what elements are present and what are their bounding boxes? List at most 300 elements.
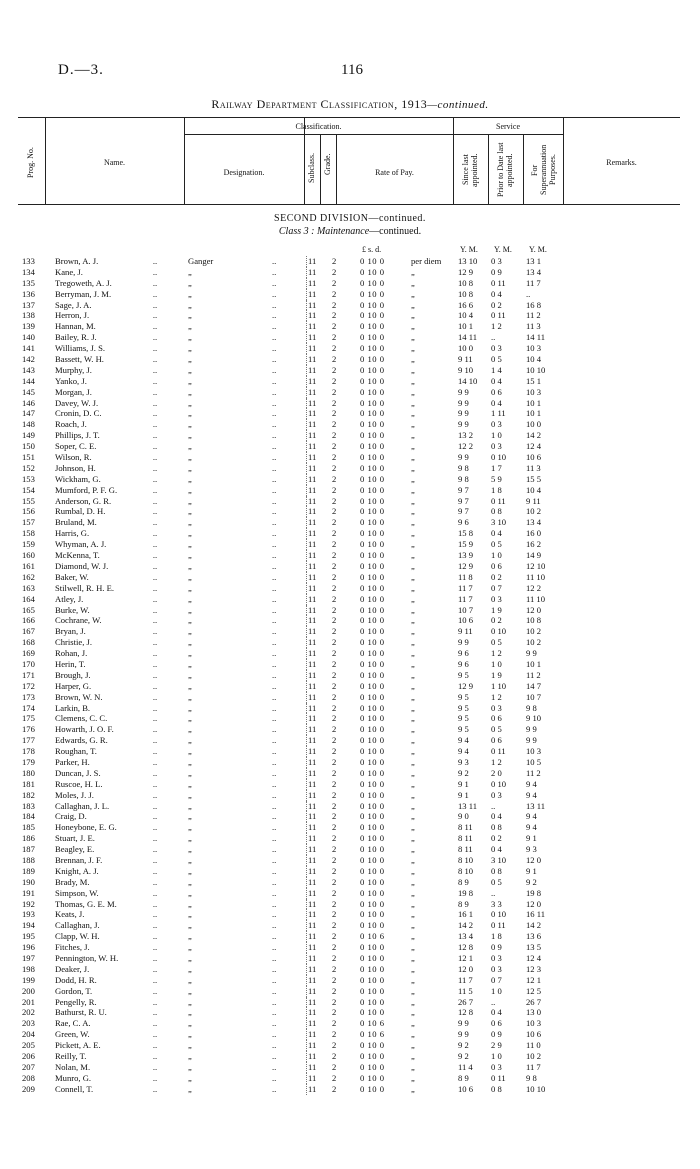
service-superannuation: 12 0 [526, 604, 542, 615]
rate-of-pay: 0 10 0 [360, 920, 385, 931]
subclass: 11 [308, 419, 317, 430]
grade: 2 [332, 626, 337, 637]
leader-dots: .. [272, 822, 277, 833]
subclass: 11 [308, 560, 317, 571]
leader-dots: .. [152, 931, 158, 942]
leader-dots: .. [152, 767, 158, 778]
rate-of-pay: 0 10 0 [360, 713, 385, 724]
rate-of-pay: 0 10 0 [360, 669, 385, 680]
service-superannuation: 10 3 [526, 386, 542, 397]
rate-period: „ [411, 996, 415, 1007]
leader-dots: .. [152, 637, 158, 648]
designation: „ [188, 375, 192, 386]
table-row [0, 605, 700, 616]
service-prior: 0 9 [491, 1029, 502, 1040]
service-prior: 0 3 [491, 441, 502, 452]
employee-name: Munro, G. [55, 1072, 92, 1083]
column-rule [306, 997, 307, 1008]
service-superannuation: 11 2 [526, 669, 541, 680]
table-row [0, 289, 700, 300]
service-since-last: 10 1 [458, 321, 474, 332]
table-row [0, 300, 700, 311]
prog-no-header: Prog. No. [26, 147, 35, 179]
column-rule [306, 1084, 307, 1095]
service-since-last: 11 7 [458, 593, 473, 604]
service-prior: 0 8 [491, 1083, 502, 1094]
column-rule [306, 855, 307, 866]
rate-period: „ [411, 963, 415, 974]
leader-dots: .. [272, 778, 277, 789]
service-since-last: 9 6 [458, 517, 469, 528]
column-rule [306, 801, 307, 812]
employee-name: Keats, J. [55, 909, 85, 920]
prog-no: 205 [22, 1040, 35, 1051]
employee-name: Whyman, A. J. [55, 539, 107, 550]
page-number: 116 [341, 62, 363, 78]
service-superannuation: 13 4 [526, 517, 542, 528]
column-rule [306, 681, 307, 692]
service-since-last: 9 2 [458, 1040, 469, 1051]
leader-dots: .. [272, 517, 277, 528]
rate-of-pay: 0 10 0 [360, 887, 385, 898]
grade: 2 [332, 462, 337, 473]
service-since-last: 16 1 [458, 909, 474, 920]
leader-dots: .. [272, 310, 277, 321]
leader-dots: .. [152, 452, 158, 463]
column-rule [306, 550, 307, 561]
service-since-last: 9 5 [458, 702, 469, 713]
grade: 2 [332, 484, 337, 495]
leader-dots: .. [152, 571, 158, 582]
leader-dots: .. [272, 1040, 277, 1051]
service-since-last: 15 8 [458, 528, 474, 539]
rate-period: „ [411, 266, 415, 277]
subclass: 11 [308, 648, 317, 659]
column-rule [306, 615, 307, 626]
leader-dots: .. [272, 364, 277, 375]
service-since-last: 8 9 [458, 876, 469, 887]
designation: „ [188, 898, 192, 909]
leader-dots: .. [272, 593, 277, 604]
rate-of-pay: 0 10 0 [360, 1051, 385, 1062]
leader-dots: .. [152, 506, 158, 517]
table-row [0, 1018, 700, 1029]
employee-name: Hannan, M. [55, 321, 96, 332]
service-since-last: 9 4 [458, 735, 469, 746]
subclass: 11 [308, 844, 317, 855]
service-superannuation: 10 7 [526, 691, 542, 702]
service-superannuation: 26 7 [526, 996, 542, 1007]
service-superannuation: 12 4 [526, 441, 542, 452]
rate-period: „ [411, 811, 415, 822]
service-since-last: 10 8 [458, 277, 474, 288]
column-rule [306, 289, 307, 300]
table-row [0, 343, 700, 354]
table-row [0, 561, 700, 572]
employee-name: Murphy, J. [55, 364, 92, 375]
service-prior: 1 0 [491, 985, 502, 996]
subclass-header: Subclass. [307, 153, 316, 183]
subclass: 11 [308, 756, 317, 767]
service-since-last: 14 10 [458, 375, 478, 386]
service-superannuation: 10 4 [526, 354, 542, 365]
table-row [0, 724, 700, 735]
table-row [0, 256, 700, 267]
employee-name: Connell, T. [55, 1083, 94, 1094]
prog-no: 208 [22, 1072, 35, 1083]
rate-period: „ [411, 506, 415, 517]
designation: „ [188, 713, 192, 724]
employee-name: Brough, J. [55, 669, 91, 680]
service-since-last: 12 2 [458, 441, 474, 452]
designation: „ [188, 702, 192, 713]
leader-dots: .. [152, 898, 158, 909]
rate-of-pay: 0 10 0 [360, 767, 385, 778]
service-prior: 0 9 [491, 266, 502, 277]
grade: 2 [332, 506, 337, 517]
leader-dots: .. [152, 582, 158, 593]
grade: 2 [332, 517, 337, 528]
grade: 2 [332, 419, 337, 430]
prog-no: 171 [22, 669, 35, 680]
rate-of-pay: 0 10 0 [360, 1083, 385, 1094]
subclass: 11 [308, 746, 317, 757]
subclass: 11 [308, 1018, 317, 1029]
rate-of-pay: 0 10 0 [360, 299, 385, 310]
service-superannuation: 10 2 [526, 1051, 542, 1062]
subclass: 11 [308, 953, 317, 963]
table-row [0, 441, 700, 452]
prog-no: 134 [22, 266, 35, 277]
leader-dots: .. [152, 854, 158, 865]
employee-name: Larkin, B. [55, 702, 91, 713]
service-superannuation: 10 1 [526, 658, 542, 669]
service-superannuation: 16 11 [526, 909, 546, 920]
column-rule [306, 735, 307, 746]
service-prior: 0 7 [491, 582, 502, 593]
leader-dots: .. [272, 484, 277, 495]
grade: 2 [332, 920, 337, 931]
designation: „ [188, 310, 192, 321]
rate-of-pay: 0 10 0 [360, 408, 385, 419]
column-rule [306, 779, 307, 790]
designation: „ [188, 974, 192, 985]
service-prior: 0 3 [491, 419, 502, 430]
classification-header: Classification. [295, 122, 342, 131]
leader-dots: .. [272, 702, 277, 713]
table-row [0, 670, 700, 681]
service-prior: 0 8 [491, 865, 502, 876]
rate-period: per diem [411, 256, 442, 266]
subclass: 11 [308, 876, 317, 887]
leader-dots: .. [272, 419, 277, 430]
designation: „ [188, 266, 192, 277]
column-rule [306, 365, 307, 376]
prog-no: 136 [22, 288, 35, 299]
grade: 2 [332, 593, 337, 604]
leader-dots: .. [272, 266, 277, 277]
rate-period: „ [411, 756, 415, 767]
rate-period: „ [411, 299, 415, 310]
service-superannuation: 10 1 [526, 408, 542, 419]
column-rule [306, 659, 307, 670]
rate-of-pay: 0 10 0 [360, 833, 385, 844]
grade: 2 [332, 375, 337, 386]
service-since-last: 15 9 [458, 539, 474, 550]
leader-dots: .. [152, 746, 158, 757]
service-superannuation: 10 4 [526, 484, 542, 495]
service-superannuation: 9 8 [526, 702, 537, 713]
service-prior: 0 6 [491, 386, 502, 397]
table-row [0, 387, 700, 398]
rate-of-pay: 0 10 0 [360, 582, 385, 593]
designation: „ [188, 887, 192, 898]
grade: 2 [332, 495, 337, 506]
employee-name: Mumford, P. F. G. [55, 484, 118, 495]
rate-of-pay: 0 10 0 [360, 735, 385, 746]
leader-dots: .. [152, 1061, 158, 1072]
service-prior: 1 9 [491, 669, 502, 680]
rate-of-pay: 0 10 0 [360, 288, 385, 299]
rate-of-pay: 0 10 0 [360, 343, 385, 354]
leader-dots: .. [152, 386, 158, 397]
subclass: 11 [308, 931, 317, 942]
service-superannuation: 10 8 [526, 615, 542, 626]
rate-period: „ [411, 441, 415, 452]
subclass: 11 [308, 430, 317, 441]
grade: 2 [332, 756, 337, 767]
service-superannuation: 9 3 [526, 844, 537, 855]
column-rule [306, 1062, 307, 1073]
ym-units-prior: Y. M. [494, 245, 512, 254]
leader-dots: .. [152, 811, 158, 822]
prog-no: 162 [22, 571, 35, 582]
leader-dots: .. [152, 658, 158, 669]
service-superannuation: 13 5 [526, 942, 542, 953]
subclass: 11 [308, 713, 317, 724]
designation: „ [188, 942, 192, 953]
leader-dots: .. [272, 767, 277, 778]
prog-no: 177 [22, 735, 35, 746]
service-since-last: 8 10 [458, 865, 474, 876]
column-rule [306, 670, 307, 681]
rate-of-pay: 0 10 0 [360, 865, 385, 876]
column-rule [306, 528, 307, 539]
leader-dots: .. [272, 1072, 277, 1083]
prog-no: 189 [22, 865, 35, 876]
leader-dots: .. [272, 669, 277, 680]
leader-dots: .. [272, 746, 277, 757]
service-since-last: 9 9 [458, 637, 469, 648]
designation: „ [188, 506, 192, 517]
grade: 2 [332, 963, 337, 974]
rate-of-pay: 0 10 0 [360, 996, 385, 1007]
grade: 2 [332, 887, 337, 898]
subclass: 11 [308, 702, 317, 713]
service-prior: 0 11 [491, 277, 506, 288]
service-since-last: 9 6 [458, 648, 469, 659]
employee-name: Bassett, W. H. [55, 354, 104, 365]
leader-dots: .. [272, 256, 277, 266]
rate-of-pay: 0 10 0 [360, 528, 385, 539]
prog-no: 154 [22, 484, 35, 495]
service-since-last: 13 4 [458, 931, 474, 942]
leader-dots: .. [272, 985, 277, 996]
prog-no: 176 [22, 724, 35, 735]
leader-dots: .. [152, 920, 158, 931]
grade: 2 [332, 560, 337, 571]
prog-no: 191 [22, 887, 35, 898]
column-rule [306, 757, 307, 768]
service-superannuation: 14 7 [526, 680, 542, 691]
service-since-last: 12 0 [458, 963, 474, 974]
column-rule [306, 539, 307, 550]
leader-dots: .. [152, 528, 158, 539]
table-row [0, 997, 700, 1008]
column-rule [306, 1018, 307, 1029]
column-rule [306, 354, 307, 365]
grade: 2 [332, 430, 337, 441]
service-superannuation: 12 4 [526, 953, 542, 963]
column-rule [306, 648, 307, 659]
column-rule [306, 474, 307, 485]
grade: 2 [332, 321, 337, 332]
service-prior: .. [491, 887, 496, 898]
class-label: Class 3 : [278, 226, 315, 237]
column-rule [306, 920, 307, 931]
grade: 2 [332, 604, 337, 615]
service-since-last: 10 8 [458, 288, 474, 299]
service-superannuation: 10 6 [526, 1029, 542, 1040]
subclass: 11 [308, 397, 317, 408]
caption-main: Railway Department Classification, 1913 [211, 97, 428, 111]
service-superannuation: 16 8 [526, 299, 542, 310]
subclass: 11 [308, 332, 317, 343]
rate-of-pay: 0 10 0 [360, 1072, 385, 1083]
leader-dots: .. [152, 778, 158, 789]
designation: „ [188, 996, 192, 1007]
grade: 2 [332, 582, 337, 593]
prog-no: 161 [22, 560, 35, 571]
grade: 2 [332, 811, 337, 822]
leader-dots: .. [272, 963, 277, 974]
table-row [0, 398, 700, 409]
designation: „ [188, 865, 192, 876]
rate-of-pay: 0 10 0 [360, 637, 385, 648]
rate-period: „ [411, 593, 415, 604]
prog-no: 138 [22, 310, 35, 321]
leader-dots: .. [272, 898, 277, 909]
table-row [0, 866, 700, 877]
service-prior: 5 9 [491, 473, 502, 484]
table-row [0, 310, 700, 321]
employee-name: Harris, G. [55, 528, 90, 539]
subclass: 11 [308, 669, 317, 680]
designation: „ [188, 626, 192, 637]
rate-period: „ [411, 604, 415, 615]
rate-of-pay: 0 10 0 [360, 364, 385, 375]
class-suffix: —continued. [369, 226, 422, 237]
column-rule [306, 267, 307, 278]
table-row [0, 321, 700, 332]
table-row [0, 909, 700, 920]
service-prior: 1 10 [491, 680, 507, 691]
service-prior: 0 5 [491, 637, 502, 648]
subclass: 11 [308, 1051, 317, 1062]
prog-no: 184 [22, 811, 35, 822]
prog-no: 160 [22, 550, 35, 561]
rate-of-pay: 0 10 0 [360, 648, 385, 659]
service-since-last: 10 6 [458, 1083, 474, 1094]
service-prior: 0 3 [491, 702, 502, 713]
designation: „ [188, 615, 192, 626]
column-rule [306, 430, 307, 441]
service-superannuation: 12 5 [526, 985, 542, 996]
service-since-last: 8 11 [458, 833, 473, 844]
service-prior: 3 3 [491, 898, 502, 909]
leader-dots: .. [152, 615, 158, 626]
table-row [0, 1029, 700, 1040]
subclass: 11 [308, 1061, 317, 1072]
column-rule [306, 408, 307, 419]
table-row [0, 637, 700, 648]
grade: 2 [332, 724, 337, 735]
service-since-last: 9 9 [458, 1029, 469, 1040]
rate-of-pay: 0 10 0 [360, 756, 385, 767]
service-since-last: 9 5 [458, 713, 469, 724]
service-superannuation: 10 2 [526, 626, 542, 637]
rate-period: „ [411, 1061, 415, 1072]
column-rule [306, 278, 307, 289]
employee-name: Davey, W. J. [55, 397, 99, 408]
subclass: 11 [308, 942, 317, 953]
designation: „ [188, 441, 192, 452]
rate-of-pay: 0 10 0 [360, 974, 385, 985]
table-row [0, 822, 700, 833]
prog-no: 181 [22, 778, 35, 789]
table-row [0, 408, 700, 419]
rate-period: „ [411, 1040, 415, 1051]
rate-of-pay: 0 10 0 [360, 560, 385, 571]
prog-no: 195 [22, 931, 35, 942]
rate-of-pay: 0 10 0 [360, 876, 385, 887]
service-prior: 0 11 [491, 920, 506, 931]
subclass: 11 [308, 473, 317, 484]
column-rule [306, 398, 307, 409]
prog-no: 149 [22, 430, 35, 441]
table-row [0, 419, 700, 430]
column-rule [306, 953, 307, 964]
prog-no: 140 [22, 332, 35, 343]
service-prior: 2 0 [491, 767, 502, 778]
service-superannuation: 9 9 [526, 735, 537, 746]
table-row [0, 354, 700, 365]
grade: 2 [332, 789, 337, 800]
rate-period: „ [411, 822, 415, 833]
grade: 2 [332, 702, 337, 713]
rate-of-pay: 0 10 0 [360, 593, 385, 604]
service-since-last: 13 9 [458, 550, 474, 561]
service-superannuation: 11 10 [526, 571, 546, 582]
service-prior: 1 0 [491, 550, 502, 561]
leader-dots: .. [272, 539, 277, 550]
designation: „ [188, 517, 192, 528]
column-rule [306, 605, 307, 616]
grade: 2 [332, 996, 337, 1007]
leader-dots: .. [152, 539, 158, 550]
leader-dots: .. [152, 953, 158, 963]
column-rule [306, 909, 307, 920]
